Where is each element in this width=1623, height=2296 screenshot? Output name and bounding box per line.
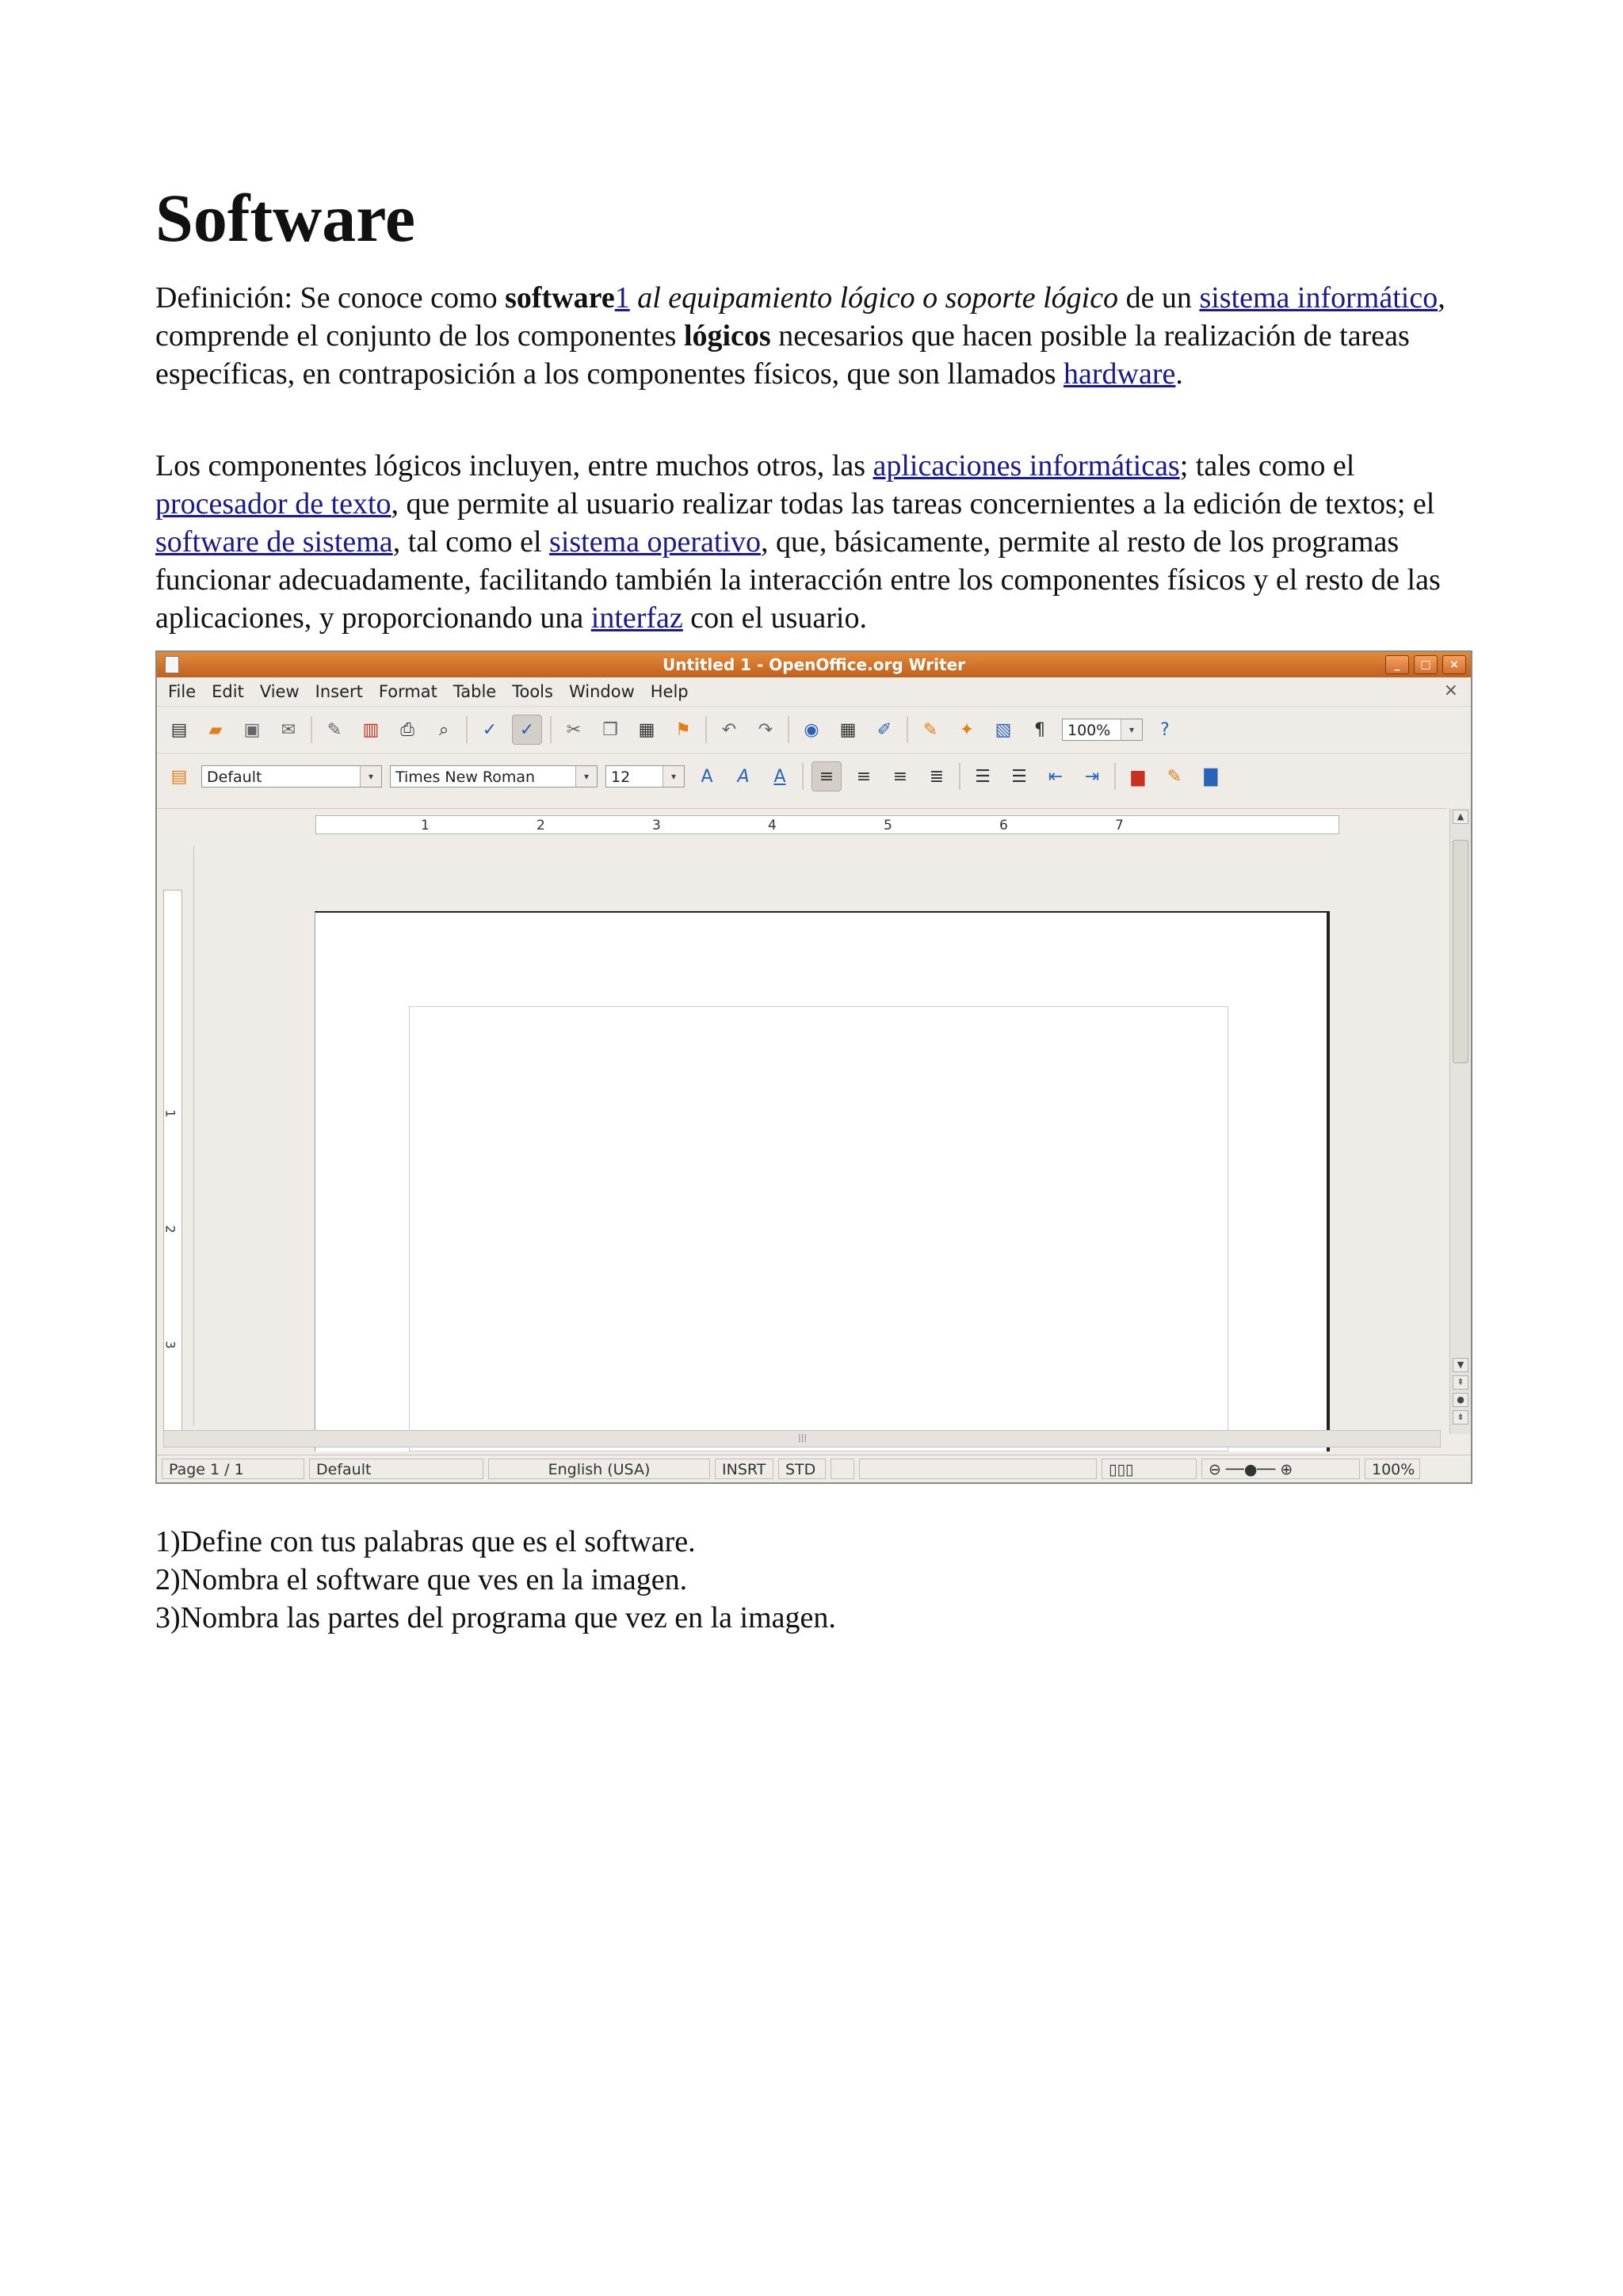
font-color-icon[interactable]: ▆ xyxy=(1131,766,1145,787)
ruler-number: 4 xyxy=(768,818,777,833)
question-item: 2)Nombra el software que ves en la imagen. xyxy=(155,1563,688,1596)
horizontal-scrollbar[interactable] xyxy=(163,1430,1441,1447)
horizontal-ruler[interactable] xyxy=(157,808,1447,842)
page-style-indicator[interactable]: Default xyxy=(309,1459,483,1479)
align-left-icon[interactable]: ≡ xyxy=(812,761,842,791)
toolbar-separator xyxy=(705,716,707,743)
text-run: Definición: Se conoce como xyxy=(155,281,506,315)
font-size-select[interactable] xyxy=(605,765,685,788)
new-document-icon[interactable]: ▤ xyxy=(170,719,188,740)
view-layout-icon[interactable]: ▯▯▯ xyxy=(1102,1459,1197,1479)
save-icon[interactable]: ▣ xyxy=(243,719,261,740)
ruler-number: 2 xyxy=(162,1225,178,1234)
toolbar-separator xyxy=(802,763,804,790)
text-run: , que permite al usuario realizar todas las tareas concernientes a la edición de textos; el xyxy=(391,487,1435,521)
italic-run: al equipamiento lógico o soporte lógico xyxy=(629,281,1119,315)
open-icon[interactable]: ▰ xyxy=(208,719,223,740)
ruler-number: 7 xyxy=(1115,818,1124,833)
align-center-icon[interactable]: ≡ xyxy=(856,766,872,787)
insert-mode-indicator[interactable]: INSRT xyxy=(715,1459,773,1479)
text-run: . xyxy=(1175,357,1183,391)
scroll-grip-icon: ||| xyxy=(798,1432,808,1443)
toolbar-separator xyxy=(907,716,908,743)
navigation-icon[interactable]: ● xyxy=(1453,1393,1468,1407)
ruler-number: 3 xyxy=(162,1341,178,1349)
document-canvas[interactable] xyxy=(193,846,1438,1426)
text-area-boundary[interactable] xyxy=(409,1006,1228,1451)
ruler-number: 6 xyxy=(999,818,1008,833)
footnote-link[interactable]: 1 xyxy=(614,281,630,315)
gallery-icon[interactable]: ▧ xyxy=(995,719,1012,740)
chevron-down-icon: ▾ xyxy=(663,766,684,787)
selection-mode-indicator[interactable]: STD xyxy=(778,1459,826,1479)
document-modified-indicator xyxy=(831,1459,854,1479)
print-preview-icon[interactable]: ⌕ xyxy=(438,719,449,740)
toolbar-separator xyxy=(466,716,468,743)
definition-paragraph xyxy=(155,279,1471,393)
bold-term: lógicos xyxy=(683,319,771,353)
link-aplicaciones[interactable]: aplicaciones informáticas xyxy=(873,449,1180,482)
toolbar-separator xyxy=(550,716,552,743)
text-run: con el usuario. xyxy=(682,601,867,635)
autospellcheck-icon[interactable]: ✓ xyxy=(512,715,542,745)
menu-file[interactable]: File xyxy=(168,682,197,701)
align-right-icon[interactable]: ≡ xyxy=(892,766,908,787)
help-icon[interactable]: ? xyxy=(1160,719,1170,740)
ruler-number: 2 xyxy=(537,818,545,833)
decrease-indent-icon[interactable]: ⇤ xyxy=(1048,766,1064,787)
link-sistema-informatico[interactable]: sistema informático xyxy=(1199,281,1438,315)
writer-screenshot xyxy=(155,650,1472,1484)
text-run: Los componentes lógicos incluyen, entre muchos otros, las xyxy=(155,449,873,482)
find-replace-icon[interactable]: ✎ xyxy=(922,719,938,740)
link-hardware[interactable]: hardware xyxy=(1064,357,1176,391)
text-run: de un xyxy=(1118,281,1200,315)
text-run: , comprende el conjunto de los componentes xyxy=(155,281,1445,353)
font-value: Times New Roman xyxy=(395,769,536,786)
next-page-icon[interactable]: ⇟ xyxy=(1453,1410,1468,1425)
minimize-button[interactable]: _ xyxy=(1385,655,1409,674)
menu-window[interactable]: Window xyxy=(568,682,635,701)
vertical-ruler[interactable] xyxy=(163,890,182,1446)
chevron-down-icon: ▾ xyxy=(1121,719,1142,740)
ruler-number: 1 xyxy=(421,818,430,833)
menu-insert[interactable]: Insert xyxy=(315,682,363,701)
spellcheck-icon[interactable]: ✓ xyxy=(482,719,498,740)
question-item: 1)Define con tus palabras que es el software. xyxy=(155,1525,696,1558)
link-procesador-texto[interactable]: procesador de texto xyxy=(155,487,391,521)
ruler-number: 3 xyxy=(652,818,661,833)
text-run: , que, básicamente, permite al resto de los programas funcionar adecuadamente, facilitando también la interacción entre los componentes físicos y el resto de las aplicaciones, y proporcionando una xyxy=(155,525,1441,635)
question-list xyxy=(155,1523,836,1637)
bullets-icon[interactable]: ☰ xyxy=(1011,766,1027,787)
hyperlink-icon[interactable]: ◉ xyxy=(804,719,819,740)
standard-toolbar xyxy=(157,706,1471,753)
paragraph-style-select[interactable] xyxy=(201,765,382,788)
menu-help[interactable]: Help xyxy=(650,682,689,701)
style-value: Default xyxy=(207,769,262,786)
menu-view[interactable]: View xyxy=(259,682,300,701)
highlighting-icon[interactable]: ✎ xyxy=(1167,766,1182,787)
toolbar-separator xyxy=(311,716,312,743)
format-paintbrush-icon[interactable]: ⚑ xyxy=(675,719,691,740)
link-software-sistema[interactable]: software de sistema xyxy=(155,525,393,559)
redo-icon[interactable]: ↷ xyxy=(758,719,773,740)
increase-indent-icon[interactable]: ⇥ xyxy=(1084,766,1100,787)
language-indicator[interactable]: English (USA) xyxy=(488,1459,710,1479)
link-interfaz[interactable]: interfaz xyxy=(590,601,683,635)
menu-edit[interactable]: Edit xyxy=(212,682,244,701)
toolbar-separator xyxy=(959,763,960,790)
document-icon xyxy=(165,656,179,673)
menu-table[interactable]: Table xyxy=(453,682,497,701)
maximize-button[interactable]: □ xyxy=(1414,655,1438,674)
table-icon[interactable]: ▦ xyxy=(839,719,857,740)
vertical-scrollbar[interactable] xyxy=(1449,808,1471,1434)
bold-icon[interactable]: A xyxy=(701,766,713,787)
justify-icon[interactable]: ≣ xyxy=(929,766,945,787)
formatting-marks-icon[interactable]: ¶ xyxy=(1034,719,1045,740)
text-run: necesarios que hacen posible la realización de tareas específicas, en contraposición a los componentes físicos, que son llamados xyxy=(155,319,1410,391)
numbering-icon[interactable]: ☰ xyxy=(975,766,991,787)
zoom-slider[interactable]: ⊖ ──●── ⊕ xyxy=(1201,1459,1360,1479)
print-icon[interactable]: ⎙ xyxy=(400,719,414,740)
toolbar-separator xyxy=(788,716,789,743)
ruler-track xyxy=(315,815,1339,834)
text-run: , tal como el xyxy=(392,525,550,559)
scroll-thumb[interactable] xyxy=(1453,840,1468,1063)
chevron-down-icon: ▾ xyxy=(360,766,381,787)
text-run: ; tales como el xyxy=(1179,449,1355,482)
zoom-select[interactable] xyxy=(1062,719,1143,741)
copy-icon[interactable]: ❐ xyxy=(602,719,618,740)
ruler-number: 5 xyxy=(884,818,892,833)
undo-icon[interactable]: ↶ xyxy=(721,719,737,740)
link-sistema-operativo[interactable]: sistema operativo xyxy=(549,525,762,559)
edit-file-icon[interactable]: ✎ xyxy=(327,719,342,740)
menu-format[interactable]: Format xyxy=(378,682,437,701)
size-value: 12 xyxy=(611,769,631,786)
show-draw-functions-icon[interactable]: ✐ xyxy=(876,719,892,740)
menu-tools[interactable]: Tools xyxy=(512,682,553,701)
formatting-toolbar xyxy=(157,753,1471,799)
scroll-up-icon[interactable]: ▲ xyxy=(1453,810,1468,824)
background-color-icon[interactable]: ▇ xyxy=(1204,766,1218,787)
status-bar xyxy=(157,1455,1471,1482)
signature-field xyxy=(859,1459,1097,1479)
question-item: 3)Nombra las partes del programa que vez en la imagen. xyxy=(155,1601,836,1634)
page-indicator[interactable]: Page 1 / 1 xyxy=(162,1459,304,1479)
close-button[interactable]: × xyxy=(1442,655,1466,674)
toolbar-separator xyxy=(1114,763,1116,790)
cut-icon[interactable]: ✂ xyxy=(566,719,582,740)
chevron-down-icon: ▾ xyxy=(575,766,597,787)
email-icon[interactable]: ✉ xyxy=(281,719,296,740)
italic-icon[interactable]: A xyxy=(737,766,750,787)
font-name-select[interactable] xyxy=(390,765,598,788)
window-titlebar xyxy=(157,652,1471,677)
window-title: Untitled 1 - OpenOffice.org Writer xyxy=(662,655,966,674)
close-document-icon[interactable]: × xyxy=(1443,681,1458,700)
previous-page-icon[interactable]: ⇞ xyxy=(1453,1375,1468,1390)
document-page[interactable] xyxy=(315,911,1330,1451)
export-pdf-icon[interactable]: ▥ xyxy=(362,719,380,740)
menu-bar xyxy=(157,677,1471,706)
navigator-icon[interactable]: ✦ xyxy=(959,719,975,740)
paste-icon[interactable]: ▦ xyxy=(638,719,655,740)
scroll-down-icon[interactable]: ▼ xyxy=(1453,1358,1468,1372)
zoom-value: 100% xyxy=(1067,722,1111,739)
bold-term: software xyxy=(505,281,615,315)
styles-formatting-icon[interactable]: ▤ xyxy=(170,766,188,787)
underline-icon[interactable]: A xyxy=(773,766,786,787)
ruler-number: 1 xyxy=(162,1109,178,1118)
page-title: Software xyxy=(155,180,416,256)
components-paragraph xyxy=(155,447,1471,637)
zoom-indicator[interactable]: 100% xyxy=(1365,1459,1420,1479)
